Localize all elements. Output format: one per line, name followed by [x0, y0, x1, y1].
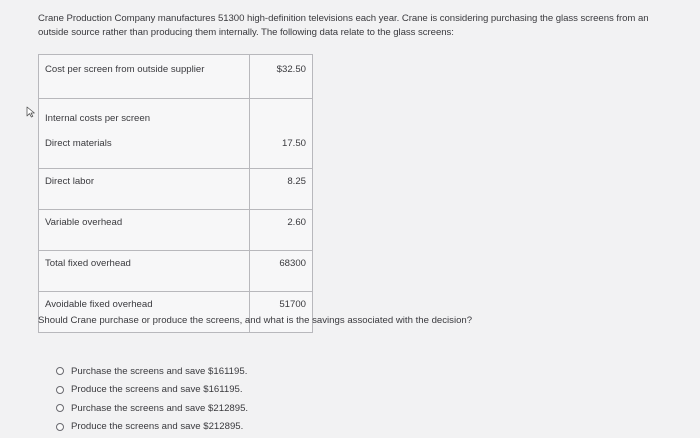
row-label: Direct labor [39, 169, 250, 210]
radio-button-icon[interactable] [56, 423, 64, 431]
cost-data-table [38, 54, 313, 333]
row-value: 8.25 [250, 169, 313, 210]
table-row [39, 292, 313, 333]
row-label: Internal costs per screen [39, 99, 250, 132]
answer-option[interactable] [56, 399, 248, 418]
radio-button-icon[interactable] [56, 404, 64, 412]
option-label[interactable]: Purchase the screens and save $161195. [71, 365, 248, 377]
row-label: Avoidable fixed overhead [39, 292, 250, 333]
row-label: Direct materials [39, 131, 250, 169]
answer-option[interactable] [56, 362, 248, 381]
row-value: 17.50 [250, 131, 313, 169]
row-value: 51700 [250, 292, 313, 333]
table-row [39, 169, 313, 210]
row-value: 2.60 [250, 210, 313, 251]
row-value [250, 99, 313, 132]
mouse-pointer-icon [26, 106, 36, 118]
answer-option[interactable] [56, 418, 248, 437]
option-label[interactable]: Produce the screens and save $212895. [71, 421, 244, 433]
table-row [39, 99, 313, 132]
row-value: 68300 [250, 251, 313, 292]
table-row [39, 55, 313, 99]
row-label: Variable overhead [39, 210, 250, 251]
row-label: Total fixed overhead [39, 251, 250, 292]
option-label[interactable]: Purchase the screens and save $212895. [71, 402, 249, 414]
option-label[interactable]: Produce the screens and save $161195. [71, 384, 243, 396]
row-label: Cost per screen from outside supplier [39, 55, 250, 99]
table-row [39, 210, 313, 251]
question-text: Should Crane purchase or produce the screens, and what is the savings associated with the decision? [38, 315, 473, 326]
table-row [39, 251, 313, 292]
answer-options [56, 362, 248, 436]
answer-option[interactable] [56, 381, 248, 400]
problem-intro: Crane Production Company manufactures 51300 high-definition televisions each year. Crane is considering purchasing the glass screens from an outside source rather than producing them internally. The following data relate to the glass screens: [38, 13, 649, 38]
radio-button-icon[interactable] [56, 386, 64, 394]
table-row [39, 131, 313, 169]
radio-button-icon[interactable] [56, 367, 64, 375]
row-value: $32.50 [250, 55, 313, 99]
